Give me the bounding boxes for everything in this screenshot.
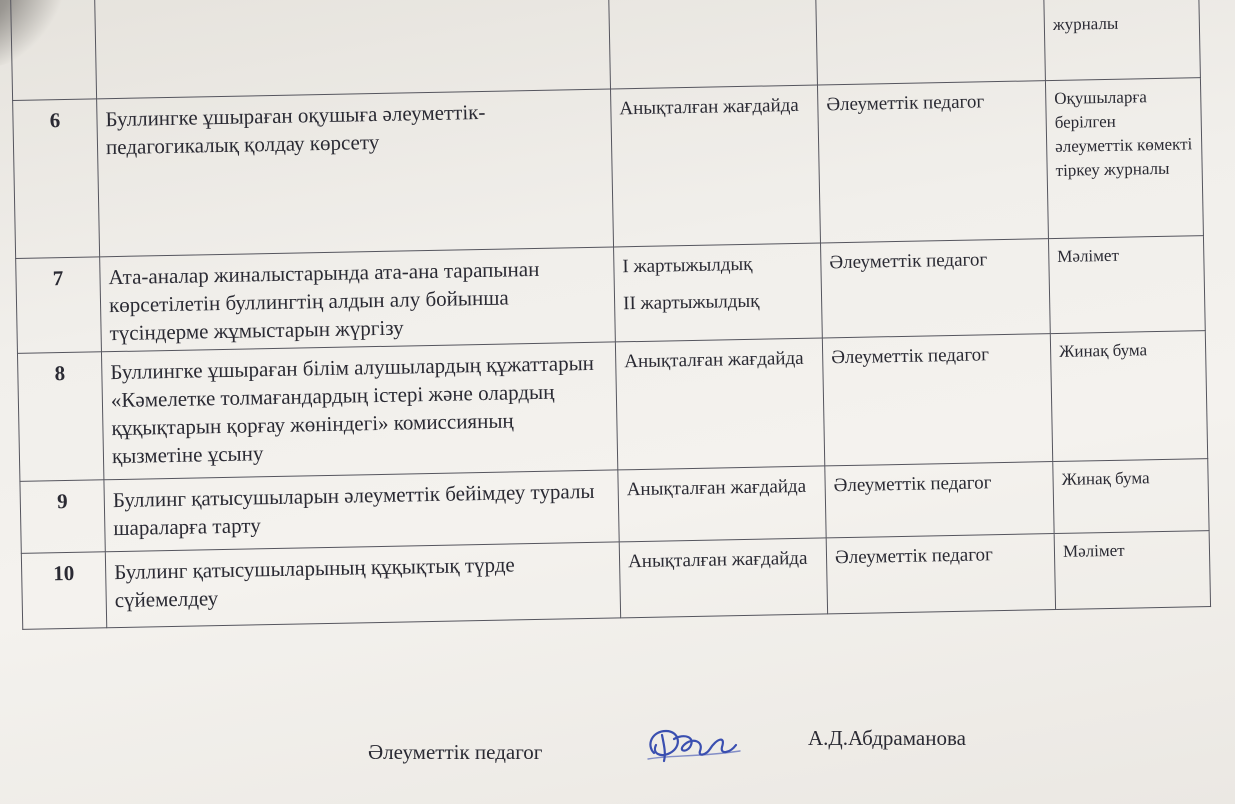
task-cell: Ата-аналар жиналыстарында ата-ана тарапынан көрсетілетін буллингтің алдын алу бойынша түсіндерме жұмыстарын жүргізу [100,247,616,352]
responsible-cell [815,0,1045,85]
completion-form-cell: Мәлімет [1048,236,1205,334]
time-cell [611,85,821,247]
row-number: 10 [21,552,106,630]
table-row [17,331,1207,482]
completion-form-cell: Мәлімет [1054,531,1210,610]
responsible-cell: Әлеуметтік педагог [821,239,1051,338]
task-cell: Буллингке ұшыраған білім алушылардың құжаттарын «Кәмелетке толмағандардың істері және олардың құқықтарын қорғау жөніндегі» комиссияның қызметіне ұсыну [101,342,617,480]
row-number: 9 [20,480,105,554]
table-row [13,78,1204,259]
row-number [11,0,97,100]
signatory-name: А.Д.Абдраманова [808,726,966,750]
time-text: І жартыжылдық [622,253,753,278]
handwritten-signature [640,715,750,775]
time-text: Анықталған жағдайда [619,94,799,120]
time-cell [608,0,817,89]
row-number: 6 [13,99,100,259]
signatory-role: Әлеуметтік педагог [368,740,543,764]
time-text: Анықталған жағдайда [626,475,807,501]
responsible-cell: Әлеуметтік педагог [822,334,1052,466]
task-cell: Буллинг қатысушыларының құқықтық түрде сүйемелдеу [105,542,620,628]
time-cell [614,243,823,342]
task-cell: Буллинг қатысушыларын әлеуметтік бейімдеу туралы шараларға тарту [104,470,619,552]
plan-table [10,0,1211,630]
completion-form-cell: Жинақ бума [1053,459,1209,534]
time-cell [618,466,826,542]
time-cell [615,338,824,470]
time-text: Анықталған жағдайда [624,347,804,373]
responsible-cell: Әлеуметтік педагог [825,462,1054,538]
completion-form-cell: Жинақ бума [1050,331,1207,462]
task-cell [94,0,610,99]
time-text: Анықталған жағдайда [627,547,808,573]
time-cell [619,538,827,618]
row-number: 8 [17,352,103,482]
time-text-second: ІІ жартыжылдық [622,290,760,315]
completion-form-cell [1043,0,1200,81]
completion-form-text: журналы [1052,13,1119,34]
row-number: 7 [16,257,102,354]
task-cell: Буллингке ұшыраған оқушыға әлеуметтік-педагогикалық қолдау көрсету [97,89,614,257]
plan-sheet [10,0,1235,660]
completion-form-cell: Оқушыларға берілген әлеуметтік көмекті тіркеу журналы [1045,78,1203,239]
responsible-cell: Әлеуметтік педагог [826,534,1055,614]
responsible-cell: Әлеуметтік педагог [817,81,1048,243]
